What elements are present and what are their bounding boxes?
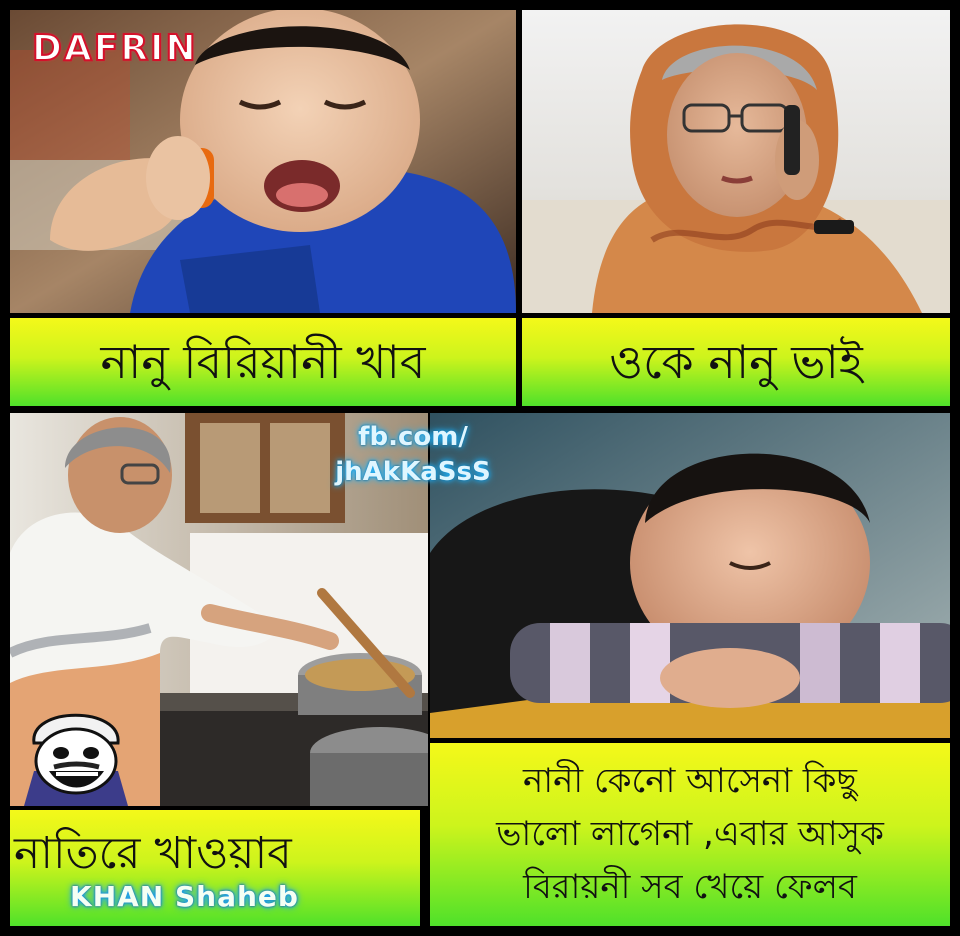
caption-text-line-2: ভালো লাগেনা ,এবার আসুক: [496, 814, 884, 855]
caption-text-line-1: নানী কেনো আসেনা কিছু: [522, 761, 858, 802]
watermark-fb-line-2: jhAkKaSsS: [335, 457, 491, 488]
caption-panel-1: [10, 318, 516, 406]
caption-panel-2: [522, 318, 950, 406]
troll-face-icon: [14, 701, 138, 806]
panel-top-left: [10, 10, 516, 313]
photo-woman-on-phone: [522, 10, 950, 313]
caption-text: নানু বিরিয়ানী খাব: [100, 334, 426, 389]
watermark-dafrin: DAFRIN: [32, 28, 198, 69]
caption-panel-4: [430, 743, 950, 926]
watermark-fb-line-1: fb.com/: [358, 422, 468, 452]
caption-text: ওকে নানু ভাই: [609, 334, 863, 389]
watermark-fb-link: [308, 420, 518, 490]
caption-text-line-3: বিরায়নী সব খেয়ে ফেলব: [523, 866, 857, 907]
caption-text: নাতিরে খাওয়াব: [14, 828, 292, 879]
panel-top-right: [522, 10, 950, 313]
watermark-khan-shaheb: KHAN Shaheb: [70, 880, 299, 913]
